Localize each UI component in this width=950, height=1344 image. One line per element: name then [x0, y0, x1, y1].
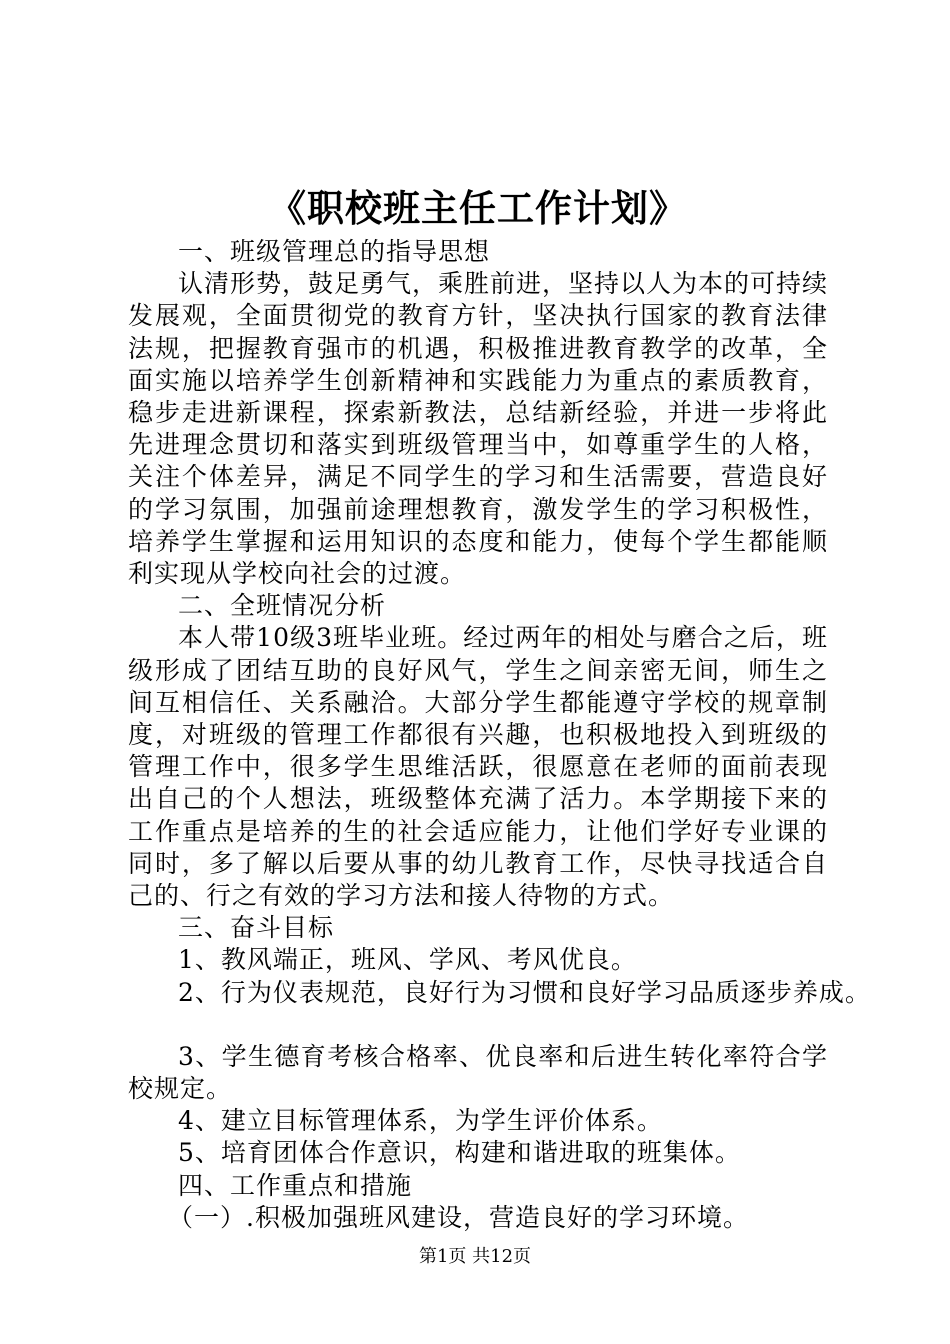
section-heading-3: 三、奋斗目标 — [178, 913, 335, 943]
goal-item-1: 1、教风端正，班风、学风、考风优良。 — [178, 945, 637, 975]
page-number-footer: 第1页 共12页 — [418, 1246, 532, 1267]
goal-item-2: 2、行为仪表规范，良好行为习惯和良好学习品质逐步养成。 — [178, 977, 871, 1007]
subsection-heading-1: （一）.积极加强班风建设，营造良好的学习环境。 — [168, 1202, 749, 1232]
section-heading-2: 二、全班情况分析 — [178, 591, 387, 621]
section-heading-1: 一、班级管理总的指导思想 — [178, 237, 491, 266]
document-page — [128, 180, 871, 1234]
goal-item-4: 4、建立目标管理体系，为学生评价体系。 — [178, 1106, 663, 1136]
goal-item-5: 5、培育团体合作意识，构建和谐进取的班集体。 — [178, 1138, 741, 1168]
goal-item-3: 3、学生德育考核合格率、优良率和后进生转化率符合学校规定。 — [128, 1041, 828, 1104]
section-heading-4: 四、工作重点和措施 — [178, 1170, 413, 1200]
blank-line — [128, 1009, 828, 1041]
paragraph-class-analysis: 本人带10级3班毕业班。经过两年的相处与磨合之后，班级形成了团结互助的良好风气，学生之间亲密无间，师生之间互相信任、关系融洽。大部分学生都能遵守学校的规章制度，对班级的管理工作都很有兴趣，也积极地投入到班级的管理工作中，很多学生思维活跃，很愿意在老师的面前表现出自己的个人想法，班级整体充满了活力。本学期接下来的工作重点是培养的生的社会适应能力，让他们学好专业课的同时，多了解以后要从事的幼儿教育工作，尽快寻找适合自己的、行之有效的学习方法和接人待物的方式。 — [128, 623, 828, 911]
paragraph-guiding-thought: 认清形势，鼓足勇气，乘胜前进，坚持以人为本的可持续发展观，全面贯彻党的教育方针，坚决执行国家的教育法律法规，把握教育强市的机遇，积极推进教育教学的改革，全面实施以培养学生创新精神和实践能力为重点的素质教育，稳步走进新课程，探索新教法，总结新经验，并进一步将此先进理念贯切和落实到班级管理当中，如尊重学生的人格，关注个体差异，满足不同学生的学习和生活需要，营造良好的学习氛围，加强前途理想教育，激发学生的学习积极性，培养学生掌握和运用知识的态度和能力，使每个学生都能顺利实现从学校向社会的过渡。 — [128, 269, 829, 589]
document-title: 《职校班主任工作计划》 — [269, 186, 687, 230]
